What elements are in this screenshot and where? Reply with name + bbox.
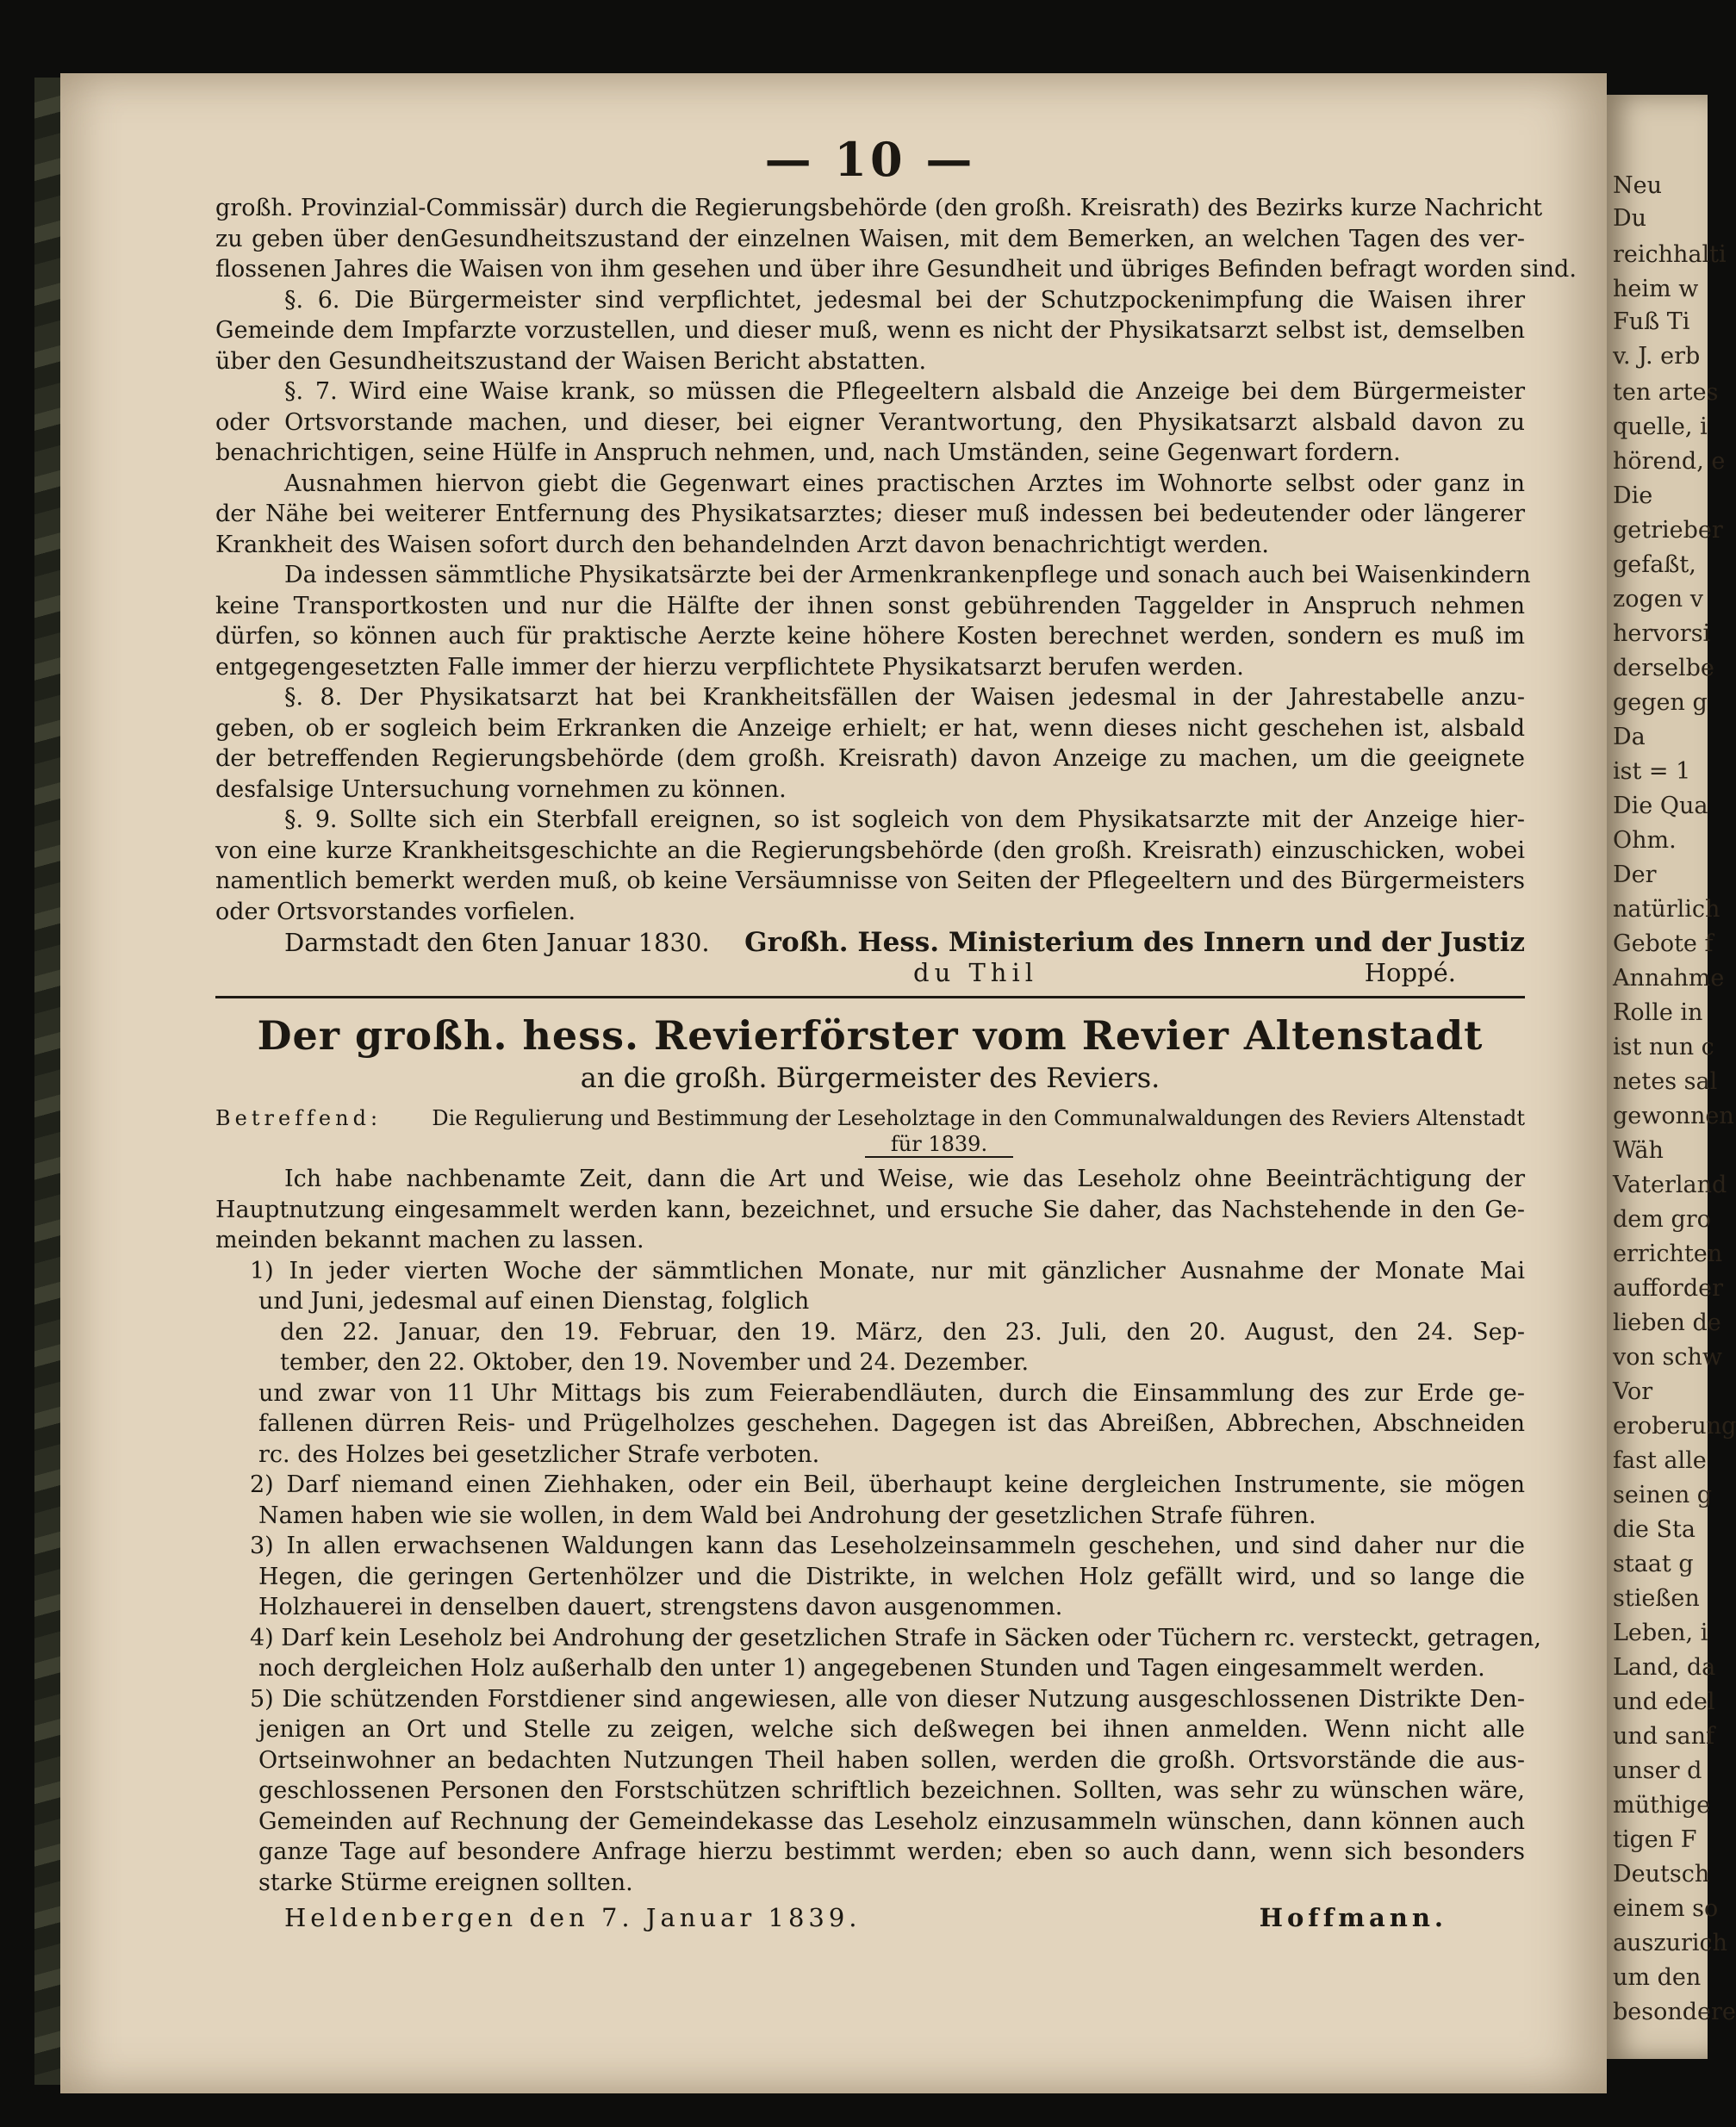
text-line: und zwar von 11 Uhr Mittags bis zum Feierabendläuten, durch die Einsammlung des zur Erde ge- (258, 1379, 1525, 1407)
adjacent-page-fragment: quelle, i (1613, 414, 1708, 440)
text-line: entgegengesetzten Falle immer der hierzu verpflichtete Physikatsarzt berufen werden. (215, 653, 1244, 681)
text-line: §. 9. Sollte sich ein Sterbfall ereignen, so ist sogleich von dem Physikatsarzte mit der Anzeige hier- (284, 806, 1525, 833)
text-line: Krankheit des Waisen sofort durch den behandelnden Arzt davon benachrichtigt werden. (215, 531, 1269, 558)
adjacent-page-fragment: besondere (1613, 1999, 1736, 2025)
adjacent-page-fragment: errichten (1613, 1241, 1723, 1267)
adjacent-page (1604, 95, 1736, 2059)
text-line: Ortseinwohner an bedachten Nutzungen Theil haben sollen, werden die großh. Ortsvorstände die aus- (258, 1746, 1525, 1774)
text-line: desfalsige Untersuchung vornehmen zu können. (215, 775, 787, 803)
adjacent-page-fragment: derselbe (1613, 655, 1714, 681)
section-divider (215, 996, 1525, 998)
ordinance-section (215, 193, 1577, 927)
subject-label: Betreffend: (215, 1106, 383, 1130)
notice-place-date: Heldenbergen den 7. Januar 1839. (284, 1903, 862, 1932)
adjacent-page-fragment: Der (1613, 861, 1657, 888)
adjacent-page-fragment: lieben de (1613, 1309, 1721, 1336)
adjacent-page-fragment: gewonnen (1613, 1103, 1734, 1129)
text-line: Gemeinden auf Rechnung der Gemeindekasse das Leseholz einzusammeln wünschen, dann können auch (258, 1807, 1525, 1835)
subject-year-line (215, 1131, 1525, 1157)
text-line: den 22. Januar, den 19. Februar, den 19. März, den 23. Juli, den 20. August, den 24. Sep- (280, 1318, 1525, 1346)
adjacent-page-fragment: staat g (1613, 1551, 1694, 1577)
text-line: Hauptnutzung eingesammelt werden kann, bezeichnet, und ersuche Sie daher, das Nachstehende in den Ge- (215, 1196, 1525, 1223)
text-line: §. 7. Wird eine Waise krank, so müssen die Pflegeeltern alsbald die Anzeige bei dem Bürgermeister (284, 378, 1525, 405)
adjacent-page-fragment: müthige (1613, 1792, 1711, 1819)
text-line: über den Gesundheitszustand der Waisen Bericht abstatten. (215, 347, 927, 375)
text-line: Ich habe nachbenamte Zeit, dann die Art und Weise, wie das Leseholz ohne Beeinträchtigung der (284, 1166, 1525, 1192)
text-line: keine Transportkosten und nur die Hälfte der ihnen sonst gebührenden Taggelder in Anspruch nehmen (215, 592, 1525, 619)
text-line: noch dergleichen Holz außerhalb den unter 1) angegebenen Stunden und Tagen eingesammelt werden. (258, 1655, 1485, 1682)
adjacent-page-fragment: fast alle (1613, 1447, 1707, 1474)
notice-signer: Hoffmann. (1259, 1903, 1447, 1932)
adjacent-page-fragment: ist = 1 (1613, 758, 1691, 785)
text-line: §. 8. Der Physikatsarzt hat bei Krankheitsfällen der Waisen jedesmal in der Jahrestabelle anzu- (284, 684, 1525, 711)
adjacent-page-fragment: aufforder (1613, 1275, 1723, 1302)
adjacent-page-fragment: Ohm. (1613, 827, 1677, 854)
adjacent-page-fragment: Neu (1613, 172, 1662, 199)
text-line: starke Stürme ereignen sollten. (258, 1869, 633, 1896)
adjacent-page-fragment: und sanf (1613, 1723, 1714, 1750)
adjacent-page-fragment: eroberung (1613, 1413, 1736, 1440)
signature-row-1 (215, 927, 1525, 958)
adjacent-page-fragment: die Sta (1613, 1516, 1696, 1543)
adjacent-page-fragment: hervorsi (1613, 620, 1711, 647)
signature-place-date: Darmstadt den 6ten Januar 1830. (284, 928, 710, 957)
adjacent-page-fragment: v. J. erb (1613, 343, 1701, 370)
adjacent-page-fragment: Die (1613, 482, 1653, 509)
text-line: benachrichtigen, seine Hülfe in Anspruch nehmen, und, nach Umständen, seine Gegenwart fordern. (215, 439, 1401, 466)
text-line: großh. Provinzial-Commissär) durch die Regierungsbehörde (den großh. Kreisrath) des Bezirks kurze Nachricht (215, 195, 1543, 221)
adjacent-page-fragment: dem gro (1613, 1206, 1711, 1233)
text-line: oder Ortsvorstandes vorfielen. (215, 898, 576, 925)
adjacent-page-fragment: seinen g (1613, 1482, 1713, 1508)
adjacent-page-fragment: tigen F (1613, 1826, 1697, 1853)
text-line: jenigen an Ort und Stelle zu zeigen, welche sich deßwegen bei ihnen anmelden. Wenn nicht alle (258, 1716, 1525, 1743)
text-line: fallenen dürren Reis- und Prügelholzes geschehen. Dagegen ist das Abreißen, Abbrechen, Abschneiden (258, 1410, 1525, 1437)
adjacent-page-fragment: Vaterland (1613, 1172, 1727, 1198)
signature-ministry: Großh. Hess. Ministerium des Innern und der Justiz (744, 927, 1525, 958)
page-content (215, 129, 1577, 1934)
subject-text: Die Regulierung und Bestimmung der Leseholztage in den Communalwaldungen des Reviers Altenstadt (432, 1106, 1525, 1130)
adjacent-page-fragment: ist nun c (1613, 1034, 1714, 1060)
notice-headline: Der großh. hess. Revierförster vom Revier Altenstadt (257, 1012, 1484, 1059)
adjacent-page-fragment: auszurich (1613, 1930, 1728, 1956)
adjacent-page-fragment: von schw (1613, 1344, 1722, 1371)
text-line: flossenen Jahres die Waisen von ihm gesehen und über ihre Gesundheit und übriges Befinden befragt worden sind. (215, 256, 1577, 283)
text-line: tember, den 22. Oktober, den 19. November und 24. Dezember. (280, 1349, 1030, 1376)
adjacent-page-fragment: Du (1613, 205, 1647, 232)
text-line: oder Ortsvorstande machen, und dieser, bei eigner Verantwortung, den Physikatsarzt alsbald davon zu (215, 408, 1525, 436)
adjacent-page-fragment: um den (1613, 1964, 1702, 1991)
notice-subheadline: an die großh. Bürgermeister des Reviers. (580, 1061, 1160, 1094)
adjacent-page-fragment: und edel (1613, 1689, 1715, 1715)
adjacent-page-fragment: Annahme (1613, 965, 1725, 992)
text-line: §. 6. Die Bürgermeister sind verpflichtet, jedesmal bei der Schutzpockenimpfung die Waisen ihrer (284, 286, 1525, 314)
text-line: rc. des Holzes bei gesetzlicher Strafe verboten. (258, 1440, 820, 1468)
adjacent-page-fragment: netes sal (1613, 1068, 1718, 1095)
subject-year: für 1839. (865, 1132, 1013, 1158)
text-line: 3) In allen erwachsenen Waldungen kann das Leseholzeinsammeln geschehen, und sind daher nur die (250, 1533, 1525, 1559)
text-line: der betreffenden Regierungsbehörde (dem großh. Kreisrath) davon Anzeige zu machen, um die geeignete (215, 745, 1525, 772)
adjacent-page-fragment: Fuß Ti (1613, 308, 1690, 335)
text-line: Gemeinde dem Impfarzte vorzustellen, und dieser muß, wenn es nicht der Physikatsarzt selbst ist, demselben (215, 317, 1525, 344)
text-line: Hegen, die geringen Gertenhölzer und die Distrikte, in welchen Holz gefällt wird, und so lange die (258, 1563, 1525, 1590)
adjacent-page-fragment: reichhalti (1613, 241, 1727, 268)
adjacent-page-fragment: hörend, e (1613, 448, 1726, 475)
adjacent-page-fragment: Gebote f (1613, 930, 1714, 957)
adjacent-page-fragment: getrieber (1613, 517, 1723, 544)
text-line: der Nähe bei weiterer Entfernung des Physikatsarztes; dieser muß indessen bei bedeutender oder längerer (215, 501, 1525, 527)
adjacent-page-fragment: Deutsch (1613, 1861, 1710, 1888)
adjacent-page-fragment: Rolle in (1613, 999, 1703, 1026)
signature-name-1: du Thil (913, 958, 1039, 987)
adjacent-page-fragment: ten artes (1613, 379, 1719, 406)
text-line: geben, ob er sogleich beim Erkranken die Anzeige erhielt; er hat, wenn dieses nicht geschehen ist, alsbald (215, 714, 1525, 742)
adjacent-page-fragment: stießen (1613, 1585, 1700, 1612)
adjacent-page-fragment: gegen g (1613, 689, 1708, 716)
signature-row-2 (215, 958, 1525, 987)
text-line: dürfen, so können auch für praktische Aerzte keine höhere Kosten berechnet werden, sondern es muß im (215, 623, 1525, 650)
adjacent-page-fragment: unser d (1613, 1757, 1702, 1784)
notice-signature (215, 1901, 1525, 1934)
text-line: 2) Darf niemand einen Ziehhaken, oder ein Beil, überhaupt keine dergleichen Instrumente, sie mögen (250, 1471, 1525, 1498)
text-line: zu geben über denGesundheitszustand der einzelnen Waisen, mit dem Bemerken, an welchen Tagen des ver- (215, 225, 1525, 252)
text-line: namentlich bemerkt werden muß, ob keine Versäumnisse von Seiten der Pflegeeltern und des Bürgermeisters (215, 868, 1525, 894)
text-line: 5) Die schützenden Forstdiener sind angewiesen, alle von dieser Nutzung ausgeschlossenen Distrikte Den- (250, 1685, 1525, 1713)
adjacent-page-fragment: natürlich (1613, 896, 1720, 923)
text-line: Namen haben wie sie wollen, in dem Wald bei Androhung der gesetzlichen Strafe führen. (258, 1502, 1316, 1529)
adjacent-page-fragment: heim w (1613, 276, 1699, 302)
signature-name-2: Hoppé. (1364, 958, 1456, 987)
adjacent-page-fragment: zogen v (1613, 586, 1703, 613)
adjacent-page-fragment: Land, da (1613, 1654, 1716, 1681)
adjacent-page-fragment: Da (1613, 724, 1646, 750)
text-line: von eine kurze Krankheitsgeschichte an die Regierungsbehörde (den großh. Kreisrath) einzuschicken, wobei (215, 836, 1525, 864)
notice-body (215, 1164, 1541, 1898)
text-line: geschlossenen Personen den Forstschützen schriftlich bezeichnen. Sollten, was sehr zu wünschen wäre, (258, 1777, 1525, 1804)
text-line: 4) Darf kein Leseholz bei Androhung der gesetzlichen Strafe in Säcken oder Tüchern rc. versteckt, getragen, (250, 1624, 1541, 1651)
page-number: — 10 — (764, 132, 976, 187)
adjacent-page-fragment: Leben, i (1613, 1620, 1708, 1646)
adjacent-page-fragment: Die Qua (1613, 793, 1708, 819)
adjacent-page-fragment: einem so (1613, 1895, 1719, 1922)
text-line: meinden bekannt machen zu lassen. (215, 1227, 644, 1253)
subject-line (215, 1105, 1525, 1131)
text-line: und Juni, jedesmal auf einen Dienstag, folglich (258, 1288, 810, 1315)
text-line: 1) In jeder vierten Woche der sämmtlichen Monate, nur mit gänzlicher Ausnahme der Monate Mai (250, 1257, 1525, 1284)
text-line: Holzhauerei in denselben dauert, strengstens davon ausgenommen. (258, 1594, 1063, 1620)
text-line: ganze Tage auf besondere Anfrage hierzu bestimmt werden; eben so auch dann, wenn sich besonders (258, 1838, 1525, 1865)
text-line: Ausnahmen hiervon giebt die Gegenwart eines practischen Arztes im Wohnorte selbst oder ganz in (284, 470, 1525, 497)
adjacent-page-fragment: Vor (1613, 1378, 1653, 1405)
text-line: Da indessen sämmtliche Physikatsärzte bei der Armenkrankenpflege und sonach auch bei Waisenkindern (284, 562, 1531, 588)
adjacent-page-fragment: gefaßt, (1613, 551, 1696, 578)
adjacent-page-fragment: Wäh (1613, 1137, 1664, 1164)
